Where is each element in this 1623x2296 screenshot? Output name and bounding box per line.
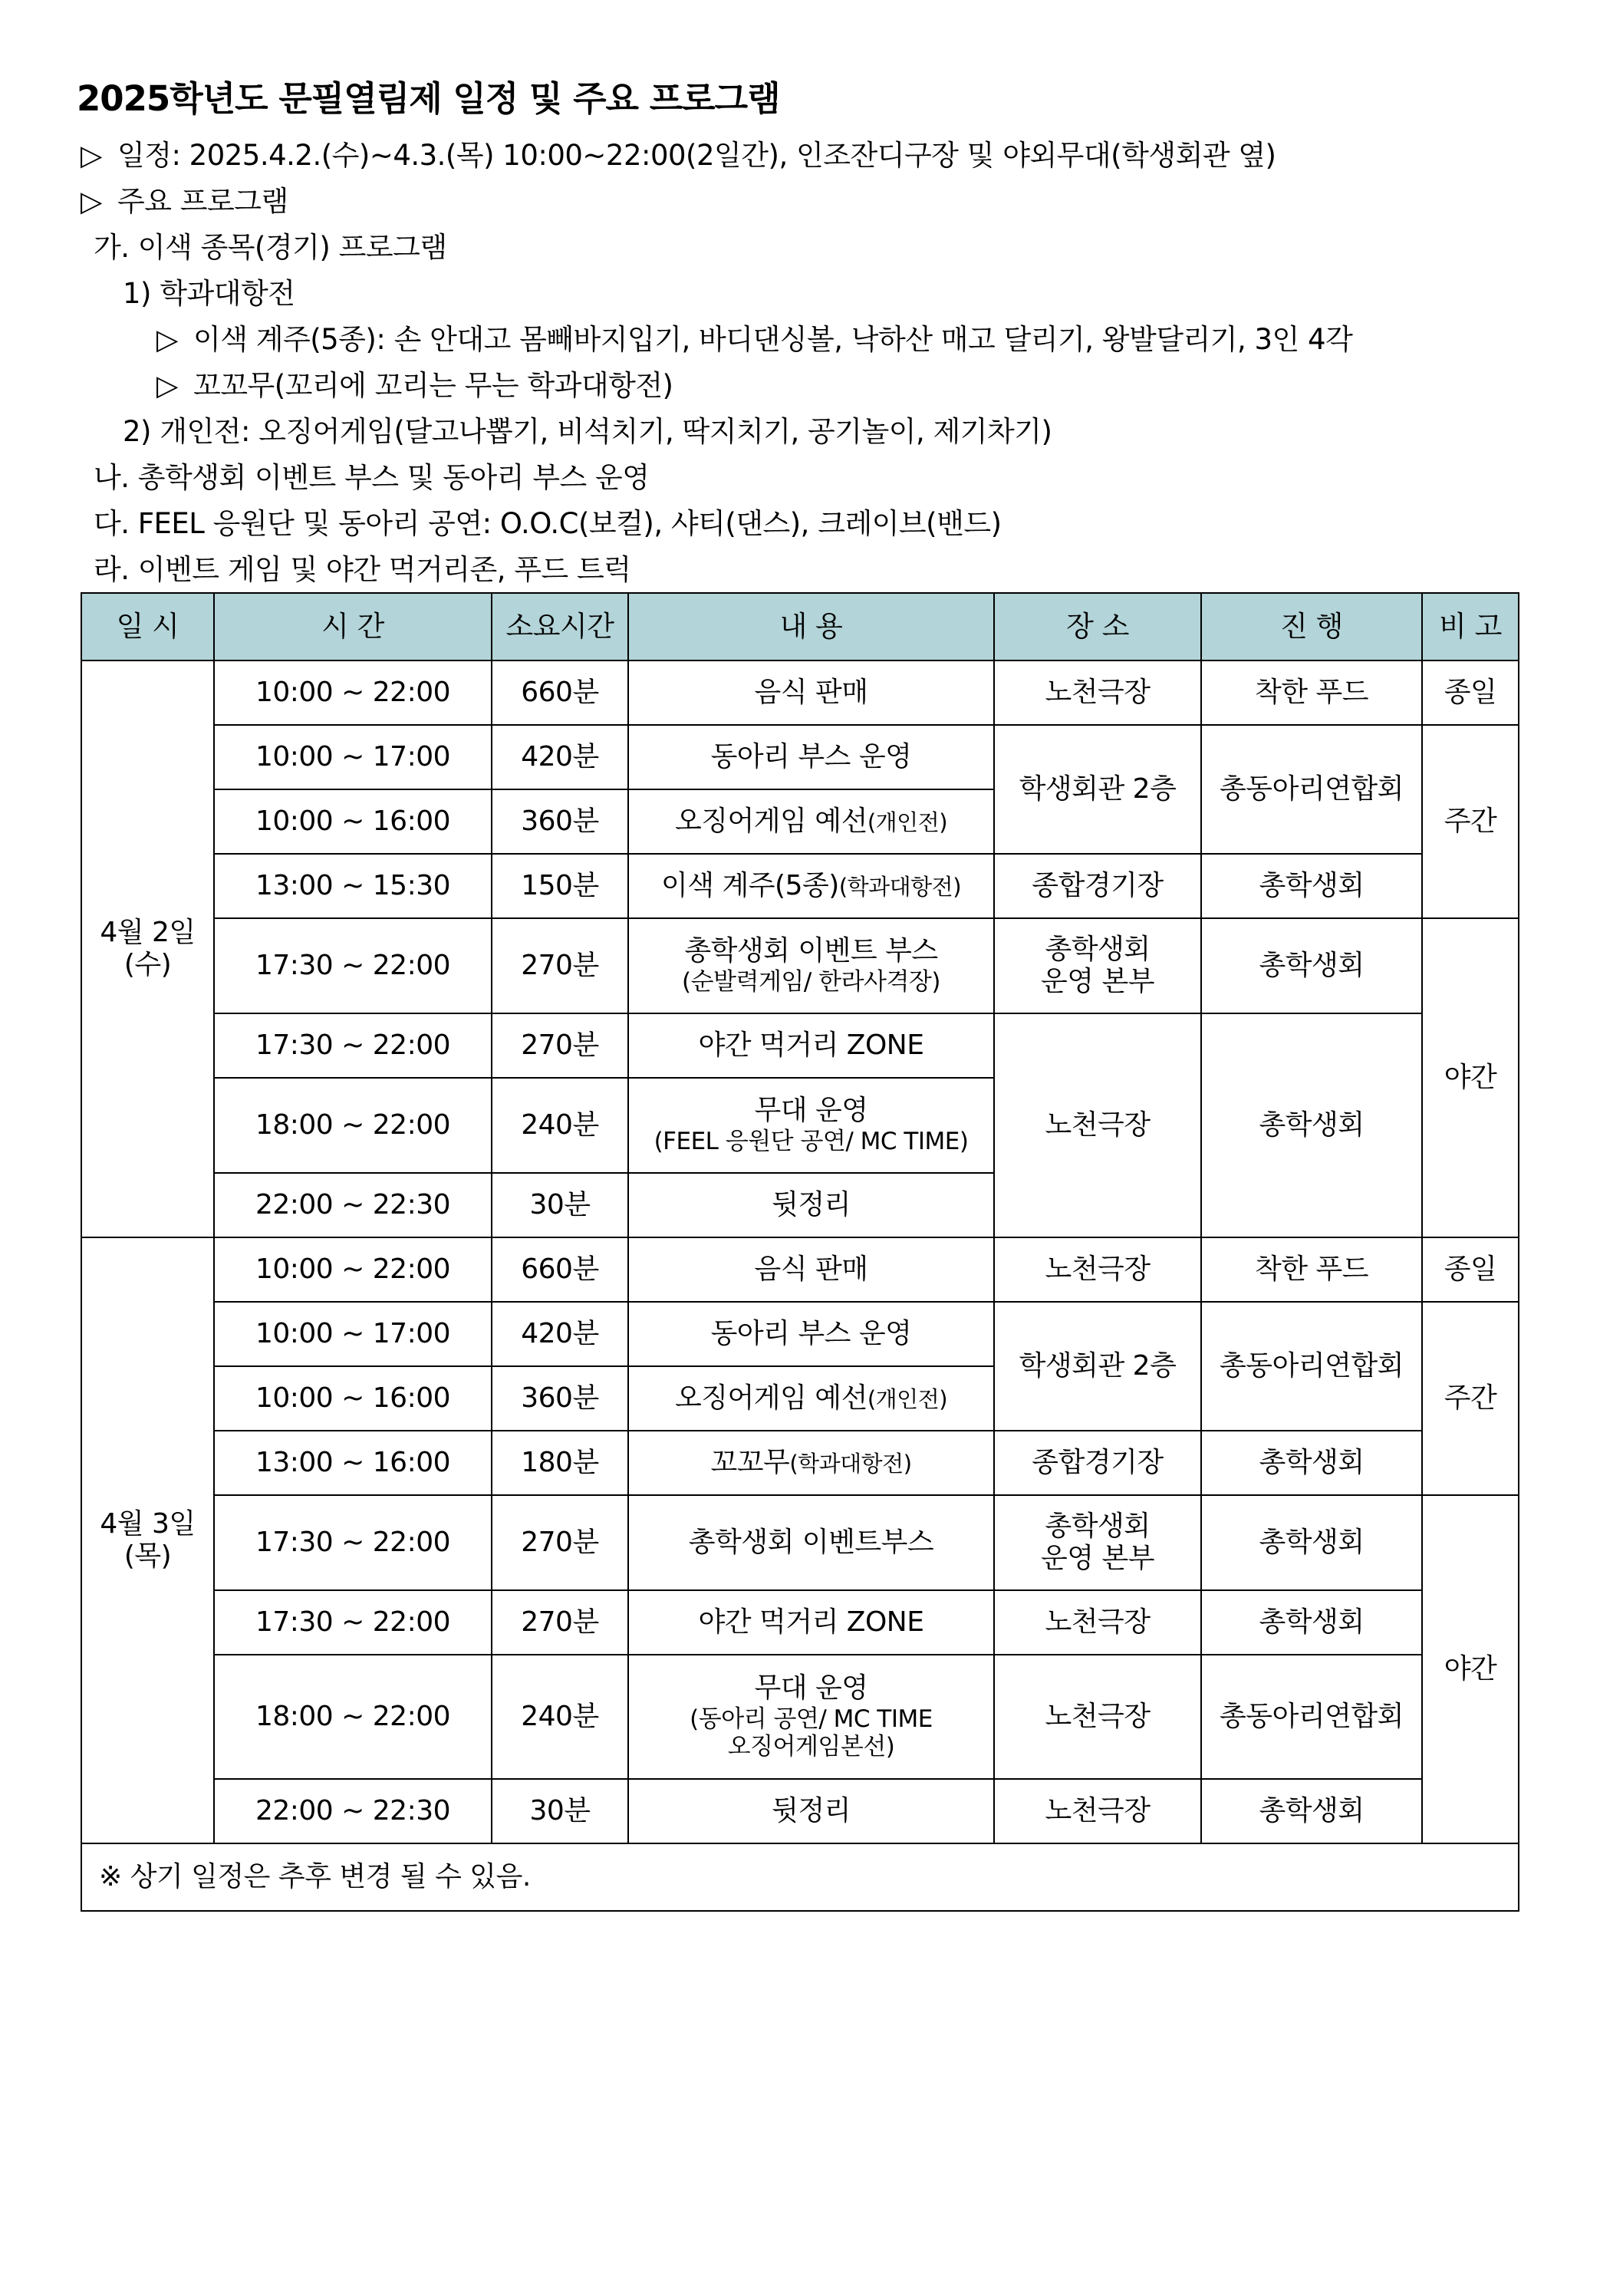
host-cell: 총동아리연합회 [1201, 725, 1422, 854]
program-ga-1-b-line [156, 362, 673, 404]
remark-cell: 주간 [1422, 725, 1519, 918]
triangle-bullet-icon: ▷ [81, 185, 102, 218]
duration-cell: 270분 [492, 918, 628, 1013]
table-row [81, 1302, 1519, 1366]
time-cell: 10:00 ~ 16:00 [214, 789, 492, 854]
place-cell: 노천극장 [994, 1590, 1201, 1655]
host-cell: 총동아리연합회 [1201, 1302, 1422, 1431]
table-row [81, 1779, 1519, 1843]
content-cell: 동아리 부스 운영 [628, 1302, 994, 1366]
content-main: 오징어게임 예선 [674, 805, 867, 837]
schedule-table [81, 592, 1519, 1912]
time-cell: 18:00 ~ 22:00 [214, 1655, 492, 1779]
remark-cell: 종일 [1422, 660, 1519, 725]
time-cell: 17:30 ~ 22:00 [214, 1590, 492, 1655]
host-cell: 총학생회 [1201, 1779, 1422, 1843]
content-main: 꼬꼬무 [710, 1446, 790, 1478]
program-ga: 가. 이색 종목(경기) 프로그램 [94, 231, 447, 264]
content-cell: 동아리 부스 운영 [628, 725, 994, 789]
schedule-note: ※ 상기 일정은 추후 변경 될 수 있음. [81, 1843, 1519, 1911]
page-title: 2025학년도 문필열림제 일정 및 주요 프로그램 [77, 78, 780, 119]
duration-cell: 30분 [492, 1779, 628, 1843]
content-cell [628, 1655, 994, 1779]
program-ga-1-a: 이색 계주(5종): 손 안대고 몸빼바지입기, 바디댄싱볼, 낙하산 매고 달리기, 왕발달리기, 3인 4각 [193, 323, 1353, 356]
content-note: 오징어게임본선) [727, 1733, 895, 1761]
duration-cell: 240분 [492, 1655, 628, 1779]
content-note: (학과대항전) [838, 873, 962, 900]
program-ga-1: 1) 학과대항전 [123, 277, 295, 310]
date-line: 4월 2일 [100, 916, 196, 948]
place-cell: 노천극장 [994, 1013, 1201, 1237]
place-line: 운영 본부 [1040, 1543, 1155, 1574]
table-row [81, 1590, 1519, 1655]
host-cell: 총학생회 [1201, 1590, 1422, 1655]
date-cell-day2 [81, 1237, 214, 1843]
place-cell: 노천극장 [994, 660, 1201, 725]
content-cell [628, 789, 994, 854]
duration-cell: 270분 [492, 1495, 628, 1590]
header-content: 내 용 [628, 593, 994, 660]
content-main: 총학생회 이벤트 부스 [684, 935, 938, 967]
time-cell: 17:30 ~ 22:00 [214, 1495, 492, 1590]
duration-cell: 180분 [492, 1431, 628, 1495]
content-main: 이색 계주(5종) [660, 869, 839, 901]
date-cell-day1 [81, 660, 214, 1237]
content-note: (개인전) [867, 1385, 948, 1412]
schedule-text: 일정: 2025.4.2.(수)~4.3.(목) 10:00~22:00(2일간), 인조잔디구장 및 야외무대(학생회관 옆) [117, 139, 1276, 172]
host-cell: 착한 푸드 [1201, 1237, 1422, 1302]
header-duration: 소요시간 [492, 593, 628, 660]
header-time: 시 간 [214, 593, 492, 660]
programs-heading-line [81, 178, 288, 219]
program-da: 다. FEEL 응원단 및 동아리 공연: O.O.C(보컬), 샤티(댄스), 크레이브(밴드) [94, 507, 1002, 540]
date-line: 4월 3일 [100, 1507, 196, 1540]
content-cell [628, 1078, 994, 1173]
duration-cell: 360분 [492, 1366, 628, 1431]
host-cell: 총학생회 [1201, 1495, 1422, 1590]
table-row [81, 918, 1519, 1013]
schedule-line [81, 132, 1276, 173]
program-na: 나. 총학생회 이벤트 부스 및 동아리 부스 운영 [94, 461, 650, 494]
content-cell: 음식 판매 [628, 1237, 994, 1302]
host-cell: 총학생회 [1201, 854, 1422, 918]
remark-cell: 종일 [1422, 1237, 1519, 1302]
table-note-row [81, 1843, 1519, 1911]
program-ga-1-b: 꼬꼬무(꼬리에 꼬리는 무는 학과대항전) [193, 369, 673, 402]
duration-cell: 150분 [492, 854, 628, 918]
duration-cell: 270분 [492, 1590, 628, 1655]
header-date: 일 시 [81, 593, 214, 660]
content-main: 무대 운영 [754, 1095, 868, 1127]
time-cell: 10:00 ~ 17:00 [214, 725, 492, 789]
duration-cell: 660분 [492, 660, 628, 725]
place-line: 총학생회 [1045, 1510, 1151, 1542]
place-cell: 노천극장 [994, 1237, 1201, 1302]
table-row [81, 854, 1519, 918]
content-cell [628, 854, 994, 918]
program-ra: 라. 이벤트 게임 및 야간 먹거리존, 푸드 트럭 [94, 553, 631, 586]
table-row [81, 1655, 1519, 1779]
duration-cell: 420분 [492, 1302, 628, 1366]
triangle-bullet-icon: ▷ [81, 139, 102, 172]
remark-cell: 야간 [1422, 1495, 1519, 1843]
host-cell: 총학생회 [1201, 918, 1422, 1013]
content-main: 오징어게임 예선 [674, 1382, 867, 1414]
content-cell: 총학생회 이벤트부스 [628, 1495, 994, 1590]
remark-cell: 주간 [1422, 1302, 1519, 1495]
duration-cell: 270분 [492, 1013, 628, 1078]
time-cell: 22:00 ~ 22:30 [214, 1173, 492, 1237]
content-cell: 야간 먹거리 ZONE [628, 1590, 994, 1655]
content-cell: 뒷정리 [628, 1173, 994, 1237]
time-cell: 13:00 ~ 15:30 [214, 854, 492, 918]
place-line: 운영 본부 [1040, 966, 1155, 997]
content-cell: 야간 먹거리 ZONE [628, 1013, 994, 1078]
duration-cell: 240분 [492, 1078, 628, 1173]
header-remark: 비 고 [1422, 593, 1519, 660]
content-cell: 뒷정리 [628, 1779, 994, 1843]
place-cell: 노천극장 [994, 1655, 1201, 1779]
table-row [81, 1431, 1519, 1495]
table-row [81, 660, 1519, 725]
program-ga-1-a-line [156, 316, 1352, 357]
table-row [81, 1237, 1519, 1302]
time-cell: 17:30 ~ 22:00 [214, 918, 492, 1013]
time-cell: 10:00 ~ 22:00 [214, 660, 492, 725]
duration-cell: 420분 [492, 725, 628, 789]
weekday-line: (수) [123, 949, 172, 980]
triangle-bullet-icon: ▷ [156, 323, 178, 356]
program-ga-2: 2) 개인전: 오징어게임(달고나뽑기, 비석치기, 딱지치기, 공기놀이, 제기차기) [123, 415, 1052, 448]
time-cell: 10:00 ~ 22:00 [214, 1237, 492, 1302]
content-main: 무대 운영 [754, 1672, 868, 1705]
host-cell: 총동아리연합회 [1201, 1655, 1422, 1779]
content-cell: 음식 판매 [628, 660, 994, 725]
content-cell [628, 1431, 994, 1495]
content-note: (순발력게임/ 한라사격장) [682, 967, 940, 996]
place-cell: 종합경기장 [994, 854, 1201, 918]
time-cell: 10:00 ~ 17:00 [214, 1302, 492, 1366]
content-note: (학과대항전) [789, 1450, 912, 1477]
table-row [81, 1013, 1519, 1078]
duration-cell: 360분 [492, 789, 628, 854]
table-row [81, 725, 1519, 789]
time-cell: 17:30 ~ 22:00 [214, 1013, 492, 1078]
host-cell: 총학생회 [1201, 1013, 1422, 1237]
place-cell: 학생회관 2층 [994, 1302, 1201, 1431]
content-note: (개인전) [867, 809, 948, 835]
content-cell [628, 918, 994, 1013]
host-cell: 착한 푸드 [1201, 660, 1422, 725]
header-place: 장 소 [994, 593, 1201, 660]
remark-cell: 야간 [1422, 918, 1519, 1237]
host-cell: 총학생회 [1201, 1431, 1422, 1495]
time-cell: 10:00 ~ 16:00 [214, 1366, 492, 1431]
content-cell [628, 1366, 994, 1431]
place-cell: 노천극장 [994, 1779, 1201, 1843]
time-cell: 18:00 ~ 22:00 [214, 1078, 492, 1173]
triangle-bullet-icon: ▷ [156, 369, 178, 402]
weekday-line: (목) [123, 1540, 172, 1572]
table-row [81, 1495, 1519, 1590]
content-note: (FEEL 응원단 공연/ MC TIME) [653, 1127, 969, 1155]
time-cell: 13:00 ~ 16:00 [214, 1431, 492, 1495]
programs-heading: 주요 프로그램 [117, 185, 288, 218]
table-header-row [81, 593, 1519, 660]
place-cell [994, 918, 1201, 1013]
time-cell: 22:00 ~ 22:30 [214, 1779, 492, 1843]
header-host: 진 행 [1201, 593, 1422, 660]
place-cell: 종합경기장 [994, 1431, 1201, 1495]
place-cell [994, 1495, 1201, 1590]
content-note: (동아리 공연/ MC TIME [690, 1705, 933, 1733]
duration-cell: 660분 [492, 1237, 628, 1302]
duration-cell: 30분 [492, 1173, 628, 1237]
place-line: 총학생회 [1045, 933, 1151, 965]
place-cell: 학생회관 2층 [994, 725, 1201, 854]
